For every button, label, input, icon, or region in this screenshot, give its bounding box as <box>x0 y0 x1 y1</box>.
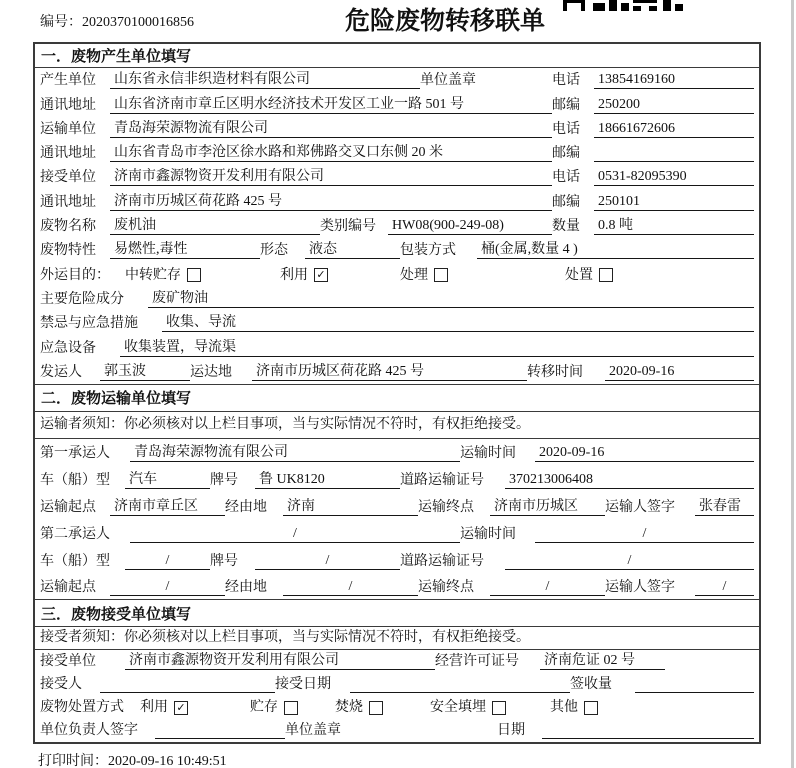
field-value: / <box>490 578 605 596</box>
form-row <box>35 335 759 359</box>
field-label: 邮编 <box>552 97 580 113</box>
checkbox-unchecked-icon <box>369 701 383 715</box>
field-value: / <box>125 552 210 570</box>
field-label: 牌号 <box>210 553 238 569</box>
form-row <box>35 492 759 519</box>
form-row <box>35 519 759 546</box>
field-value: 济南市历城区荷花路 425 号 <box>252 363 527 381</box>
field-label: 运输时间 <box>460 446 516 462</box>
form-row <box>35 573 759 600</box>
field-value: / <box>110 578 225 596</box>
checkbox-checked-icon: ✓ <box>174 701 188 715</box>
field-label: 外运目的： <box>40 267 110 283</box>
field-value: 张春雷 <box>695 498 754 516</box>
form-row <box>35 92 759 116</box>
field-value: 济南市历城区荷花路 425 号 <box>110 193 552 211</box>
field-label: 经由地 <box>225 500 267 516</box>
field-value <box>155 738 285 739</box>
field-label: 接受单位 <box>40 170 96 186</box>
form-row <box>35 214 759 238</box>
field-value <box>635 692 754 693</box>
form-row <box>35 238 759 262</box>
checkbox-unchecked-icon <box>434 268 448 282</box>
field-label: 单位盖章 <box>420 73 476 89</box>
field-label: 转移时间 <box>527 364 583 380</box>
checkbox-label: 贮存 <box>250 700 278 716</box>
form-table <box>33 42 761 744</box>
form-row <box>35 696 759 719</box>
form-row <box>35 262 759 286</box>
form-row <box>35 117 759 141</box>
field-value: 2020-09-16 <box>605 363 754 381</box>
field-label: 电话 <box>552 170 580 186</box>
qr-code-partial-icon <box>563 0 685 11</box>
form-row <box>35 465 759 492</box>
field-value: / <box>255 552 400 570</box>
field-label: 道路运输证号 <box>400 473 484 489</box>
field-label: 包装方式 <box>400 243 456 259</box>
field-label: 车（船）型 <box>40 553 110 569</box>
field-value: 青岛海荣源物流有限公司 <box>110 120 552 138</box>
field-label: 邮编 <box>552 146 580 162</box>
checkbox-option <box>565 267 613 284</box>
field-value: 山东省青岛市李沧区徐水路和郑佛路交叉口东侧 20 米 <box>110 144 552 162</box>
print-time-label: 打印时间： <box>38 754 108 768</box>
field-value: 山东省永信非织造材料有限公司 <box>110 71 420 89</box>
field-label: 运输终点 <box>418 500 474 516</box>
field-label: 数量 <box>552 219 580 235</box>
field-value: 易燃性,毒性 <box>110 241 260 259</box>
field-value: 济南市章丘区 <box>110 498 225 516</box>
checkbox-option <box>140 699 250 716</box>
field-value: 250200 <box>594 96 754 114</box>
checkbox-label: 处置 <box>565 267 593 283</box>
checkbox-unchecked-icon <box>492 701 506 715</box>
checkbox-label: 焚烧 <box>335 700 363 716</box>
field-label: 单位盖章 <box>285 723 341 739</box>
field-value: 济南市鑫源物资开发利用有限公司 <box>110 168 552 186</box>
field-label: 经由地 <box>225 580 267 596</box>
field-label: 运输人签字 <box>605 500 675 516</box>
checkbox-label: 安全填埋 <box>430 700 486 716</box>
checkbox-unchecked-icon <box>584 701 598 715</box>
field-label: 通讯地址 <box>40 97 96 113</box>
field-label: 形态 <box>260 243 288 259</box>
field-value: 鲁 UK8120 <box>255 471 400 489</box>
form-row <box>35 287 759 311</box>
form-row <box>35 165 759 189</box>
field-label: 经营许可证号 <box>435 654 519 670</box>
field-label: 运输人签字 <box>605 580 675 596</box>
form-section <box>35 44 759 384</box>
field-label: 第一承运人 <box>40 446 110 462</box>
form-row <box>35 141 759 165</box>
field-value: / <box>535 525 754 543</box>
scan-edge-divider <box>791 0 794 768</box>
field-label: 废物特性 <box>40 243 96 259</box>
checkbox-checked-icon: ✓ <box>314 268 328 282</box>
field-value: / <box>283 578 418 596</box>
field-label: 接受日期 <box>275 677 331 693</box>
checkbox-label: 中转贮存 <box>125 267 181 283</box>
form-row <box>35 673 759 696</box>
form-section <box>35 599 759 742</box>
field-label: 车（船）型 <box>40 473 110 489</box>
form-section <box>35 384 759 600</box>
form-row <box>35 719 759 742</box>
field-value: 收集装置，导流渠 <box>120 339 754 357</box>
section-heading: 二．废物运输单位填写 <box>35 384 759 412</box>
checkbox-label: 利用 <box>280 267 308 283</box>
print-time <box>38 750 227 768</box>
field-value <box>542 738 754 739</box>
field-value: 废矿物油 <box>148 290 754 308</box>
field-label: 主要危险成分 <box>40 291 124 307</box>
field-value: 0531-82095390 <box>594 168 754 186</box>
print-time-value: 2020-09-16 10:49:51 <box>108 754 227 768</box>
field-label: 接受人 <box>40 677 82 693</box>
doc-number-label: 编号： <box>40 15 82 30</box>
form-row <box>35 439 759 466</box>
form-row <box>35 311 759 335</box>
field-value: 收集、导流 <box>162 314 754 332</box>
field-label: 运达地 <box>190 364 232 380</box>
field-value: 汽车 <box>125 471 210 489</box>
field-label: 产生单位 <box>40 73 96 89</box>
field-label: 运输时间 <box>460 526 516 542</box>
field-value: 13854169160 <box>594 71 754 89</box>
field-value: 液态 <box>305 241 400 259</box>
field-label: 应急设备 <box>40 340 96 356</box>
form-row <box>35 412 759 439</box>
form-row <box>35 189 759 213</box>
form-row <box>35 650 759 673</box>
field-label: 单位负责人签字 <box>40 723 138 739</box>
field-label: 类别编号 <box>320 219 376 235</box>
field-value: 18661672606 <box>594 120 754 138</box>
form-row <box>35 546 759 573</box>
field-label: 接受单位 <box>40 654 96 670</box>
field-label: 电话 <box>552 121 580 137</box>
checkbox-option <box>400 267 565 284</box>
checkbox-unchecked-icon <box>187 268 201 282</box>
note-text: 运输者须知：你必须核对以上栏目事项，当与实际情况不符时，有权拒绝接受。 <box>40 416 530 432</box>
field-label: 发运人 <box>40 364 82 380</box>
field-label: 通讯地址 <box>40 194 96 210</box>
field-value: 0.8 吨 <box>594 217 754 235</box>
field-value <box>350 692 570 693</box>
field-label: 邮编 <box>552 194 580 210</box>
field-value: 郭玉波 <box>100 363 190 381</box>
field-label: 运输单位 <box>40 121 96 137</box>
field-value: 废机油 <box>110 217 320 235</box>
field-value: 济南市历城区 <box>490 498 605 516</box>
checkbox-option <box>125 267 280 284</box>
page-title: 危险废物转移联单 <box>344 6 545 35</box>
checkbox-label: 处理 <box>400 267 428 283</box>
checkbox-label: 利用 <box>140 700 168 716</box>
field-value: 2020-09-16 <box>535 444 754 462</box>
field-value: 山东省济南市章丘区明水经济技术开发区工业一路 501 号 <box>110 96 552 114</box>
doc-number-value: 2020370100016856 <box>82 15 194 30</box>
field-label: 通讯地址 <box>40 146 96 162</box>
field-value: / <box>505 552 754 570</box>
section-heading: 一．废物产生单位填写 <box>35 44 759 68</box>
field-label: 电话 <box>552 73 580 89</box>
form-row <box>35 68 759 92</box>
field-value: HW08(900-249-08) <box>388 217 552 235</box>
field-value: 济南市鑫源物资开发利用有限公司 <box>125 652 435 670</box>
field-value: 济南危证 02 号 <box>540 652 665 670</box>
field-label: 禁忌与应急措施 <box>40 316 138 332</box>
field-label: 运输终点 <box>418 580 474 596</box>
field-label: 日期 <box>497 723 525 739</box>
field-value: / <box>130 525 460 543</box>
section-heading: 三．废物接受单位填写 <box>35 599 759 627</box>
field-label: 牌号 <box>210 473 238 489</box>
form-row <box>35 360 759 384</box>
field-value: 青岛海荣源物流有限公司 <box>130 444 460 462</box>
field-label: 废物处置方式 <box>40 700 124 716</box>
checkbox-label: 其他 <box>550 700 578 716</box>
field-value: 桶(金属,数量 4 ) <box>477 241 754 259</box>
form-row <box>35 627 759 650</box>
checkbox-option <box>280 267 400 284</box>
checkbox-option <box>550 699 598 716</box>
field-label: 道路运输证号 <box>400 553 484 569</box>
checkbox-option <box>335 699 430 716</box>
field-label: 运输起点 <box>40 500 96 516</box>
checkbox-option <box>430 699 550 716</box>
checkbox-unchecked-icon <box>599 268 613 282</box>
checkbox-unchecked-icon <box>284 701 298 715</box>
field-value: 济南 <box>283 498 418 516</box>
field-value <box>100 692 275 693</box>
checkbox-option <box>250 699 335 716</box>
field-value <box>594 161 754 162</box>
field-value: / <box>695 578 754 596</box>
field-label: 废物名称 <box>40 219 96 235</box>
field-label: 第二承运人 <box>40 526 110 542</box>
field-label: 运输起点 <box>40 580 96 596</box>
note-text: 接受者须知：你必须核对以上栏目事项，当与实际情况不符时，有权拒绝接受。 <box>40 630 530 646</box>
field-value: 250101 <box>594 193 754 211</box>
field-value: 370213006408 <box>505 471 754 489</box>
field-label: 签收量 <box>570 677 612 693</box>
